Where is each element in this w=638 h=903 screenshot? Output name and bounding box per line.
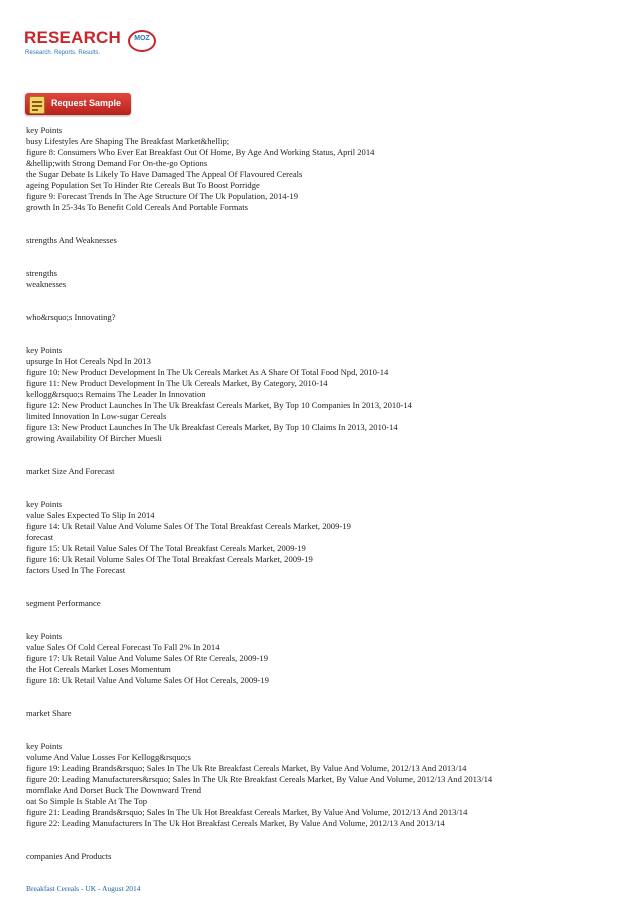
content-line: mornflake And Dorset Buck The Downward Trend [26,785,202,795]
content-line: figure 9: Forecast Trends In The Age Structure Of The Uk Population, 2014-19 [26,191,299,201]
content-line: figure 16: Uk Retail Volume Sales Of The Total Breakfast Cereals Market, 2009-19 [26,554,313,564]
section-gap [26,686,616,708]
content-line: figure 10: New Product Development In The Uk Cereals Market As A Share Of Total Food Npd, 2010-14 [26,367,389,377]
content-line: kellogg&rsquo;s Remains The Leader In Innovation [26,389,206,399]
content-line: figure 18: Uk Retail Value And Volume Sales Of Hot Cereals, 2009-19 [26,675,269,685]
content-line: key Points [26,345,63,355]
content-line: weaknesses [26,279,67,289]
content-line: volume And Value Losses For Kellogg&rsquo;s [26,752,191,762]
content-line: forecast [26,532,54,542]
content-line: growing Availability Of Bircher Muesli [26,433,162,443]
content-line: companies And Products [26,851,112,861]
section-gap [26,609,616,631]
table-of-contents [26,125,616,862]
content-line: growth In 25-34s To Benefit Cold Cereals And Portable Formats [26,202,248,212]
section-gap [26,290,616,312]
request-sample-button[interactable] [25,93,131,115]
content-line: figure 20: Leading Manufacturers&rsquo; Sales In The Uk Rte Breakfast Cereals Market, By Value And Volume, 2012/13 And 2013/14 [26,774,493,784]
content-line: key Points [26,125,63,135]
content-line: figure 8: Consumers Who Ever Eat Breakfast Out Of Home, By Age And Working Status, April 2014 [26,147,375,157]
request-sample-label: Request Sample [51,98,122,108]
content-line: figure 21: Leading Brands&rsquo; Sales In The Uk Hot Breakfast Cereals Market, By Value And Volume, 2012/13 And 2013/14 [26,807,468,817]
content-line: figure 13: New Product Launches In The Uk Breakfast Cereals Market, By Top 10 Claims In 2013, 2010-14 [26,422,398,432]
content-line: busy Lifestyles Are Shaping The Breakfast Market&hellip; [26,136,230,146]
content-line: value Sales Of Cold Cereal Forecast To Fall 2% In 2014 [26,642,220,652]
content-line: ageing Population Set To Hinder Rte Cereals But To Boost Porridge [26,180,260,190]
content-line: strengths [26,268,58,278]
content-line: the Sugar Debate Is Likely To Have Damaged The Appeal Of Flavoured Cereals [26,169,303,179]
content-line: value Sales Expected To Slip In 2014 [26,510,155,520]
logo-badge-text: MOZ [134,35,150,42]
document-icon [29,96,45,114]
content-line: segment Performance [26,598,101,608]
content-line: figure 12: New Product Launches In The Uk Breakfast Cereals Market, By Top 10 Companies In 2013, 2010-14 [26,400,412,410]
footer-report-link[interactable]: Breakfast Cereals - UK - August 2014 [26,884,141,893]
content-line: market Share [26,708,72,718]
section-gap [26,576,616,598]
content-line: limited Innovation In Low-sugar Cereals [26,411,167,421]
content-line: strengths And Weaknesses [26,235,117,245]
content-line: figure 15: Uk Retail Value Sales Of The Total Breakfast Cereals Market, 2009-19 [26,543,306,553]
section-gap [26,477,616,499]
content-line: key Points [26,741,63,751]
content-line: upsurge In Hot Cereals Npd In 2013 [26,356,151,366]
content-line: figure 14: Uk Retail Value And Volume Sales Of The Total Breakfast Cereals Market, 2009-19 [26,521,351,531]
content-line: figure 11: New Product Development In The Uk Cereals Market, By Category, 2010-14 [26,378,328,388]
logo-wordmark: RESEARCH [24,28,122,47]
content-line: factors Used In The Forecast [26,565,126,575]
logo-badge [128,30,156,52]
section-gap [26,719,616,741]
content-line: market Size And Forecast [26,466,115,476]
content-line: who&rsquo;s Innovating? [26,312,116,322]
content-line: &hellip;with Strong Demand For On-the-go Options [26,158,208,168]
section-gap [26,829,616,851]
content-line: figure 19: Leading Brands&rsquo; Sales In The Uk Rte Breakfast Cereals Market, By Value And Volume, 2012/13 And 2013/14 [26,763,467,773]
content-line: figure 17: Uk Retail Value And Volume Sales Of Rte Cereals, 2009-19 [26,653,269,663]
section-gap [26,213,616,235]
researchmoz-logo [24,28,150,64]
content-line: figure 22: Leading Manufacturers In The Uk Hot Breakfast Cereals Market, By Value And Volume, 2012/13 And 2013/14 [26,818,445,828]
content-line: the Hot Cereals Market Loses Momentum [26,664,171,674]
section-gap [26,246,616,268]
content-line: key Points [26,499,63,509]
content-line: key Points [26,631,63,641]
content-line: oat So Simple Is Stable At The Top [26,796,148,806]
section-gap [26,323,616,345]
section-gap [26,444,616,466]
logo-tagline: Research. Reports. Results. [25,50,101,56]
